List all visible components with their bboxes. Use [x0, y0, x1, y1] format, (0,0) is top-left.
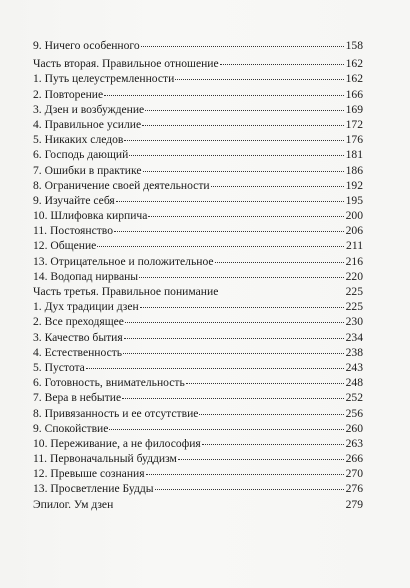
toc-entry-title: 11. Постоянство	[33, 224, 113, 238]
toc-entry-title: 11. Первоначальный буддизм	[33, 452, 177, 466]
toc-entry	[33, 436, 363, 451]
toc-entry	[33, 497, 363, 512]
dot-leader	[178, 459, 344, 460]
toc-entry-page-number: 206	[345, 224, 363, 238]
toc-entry	[33, 56, 363, 71]
toc-entry-page-number: 181	[345, 148, 363, 162]
toc-entry-page-number: 211	[346, 239, 363, 253]
toc-entry	[33, 38, 363, 53]
toc-entry	[33, 223, 363, 238]
toc-entry-title: 1. Дух традиции дзен	[33, 300, 139, 314]
toc-entry-title: 2. Повторение	[33, 87, 104, 101]
dot-leader	[109, 429, 344, 430]
toc-entry-title: 12. Общение	[33, 239, 97, 253]
toc-entry-title: 3. Качество бытия	[33, 330, 123, 344]
toc-entry	[33, 390, 363, 405]
dot-leader	[211, 186, 344, 187]
toc-entry	[33, 375, 363, 390]
toc-entry-page-number: 158	[345, 39, 363, 52]
toc-entry	[33, 102, 363, 117]
toc-entry-title: 10. Шлифовка кирпича	[33, 209, 148, 223]
toc-entry	[33, 299, 363, 314]
dot-leader	[175, 79, 344, 80]
toc-entry	[33, 238, 363, 253]
toc-entry	[33, 314, 363, 329]
toc-entry-page-number: 248	[345, 376, 363, 390]
toc-entry-title: Эпилог. Ум дзен	[33, 497, 114, 511]
toc-entry	[33, 421, 363, 436]
dot-leader	[202, 444, 344, 445]
toc-entry-page-number: 195	[345, 193, 363, 207]
dot-leader	[155, 489, 344, 490]
toc-entry-page-number: 234	[345, 330, 363, 344]
dot-leader	[143, 171, 345, 172]
toc-entry-title: 14. Водопад нирваны	[33, 269, 139, 283]
toc-entry-title: 6. Господь дающий	[33, 148, 129, 162]
toc-entry-title: 7. Ошибки в практике	[33, 163, 142, 177]
dot-leader	[148, 216, 344, 217]
toc-entry	[33, 269, 363, 284]
toc-entry-page-number: 186	[345, 163, 363, 177]
toc-entry-page-number: 238	[345, 345, 363, 359]
toc-entry-page-number: 276	[345, 482, 363, 496]
dot-leader	[86, 368, 344, 369]
toc-entry	[33, 466, 363, 481]
dot-leader	[146, 474, 344, 475]
toc-entry-title: 5. Никаких следов	[33, 133, 124, 147]
toc-entry-page-number: 162	[345, 72, 363, 86]
dot-leader	[97, 246, 344, 247]
toc-entry-title: 3. Дзен и возбуждение	[33, 102, 145, 116]
dot-leader	[220, 64, 344, 65]
toc-entry-page-number: 200	[345, 209, 363, 223]
dot-leader	[104, 95, 344, 96]
toc-entry-title: 13. Просветление Будды	[33, 482, 154, 496]
toc-entry-title: 5. Пустота	[33, 360, 85, 374]
toc-entry-title: 13. Отрицательное и положительное	[33, 254, 214, 268]
toc-entry-page-number: 166	[345, 87, 363, 101]
toc-entry-title: 2. Все преходящее	[33, 315, 124, 329]
toc-entry	[33, 360, 363, 375]
dot-leader	[145, 110, 344, 111]
toc-entry	[33, 117, 363, 132]
dot-leader	[140, 307, 344, 308]
dot-leader	[199, 414, 344, 415]
dot-leader	[123, 353, 344, 354]
toc-entry	[33, 178, 363, 193]
toc-entry-title: Часть третья. Правильное понимание	[33, 285, 219, 298]
toc-entry	[33, 132, 363, 147]
toc-entry-title: 6. Готовность, внимательность	[33, 376, 185, 390]
toc-entry-page-number: 256	[345, 406, 363, 420]
toc-entry-page-number: 270	[345, 467, 363, 481]
toc-entry-page-number: 263	[345, 436, 363, 450]
toc-entry-page-number: 266	[345, 452, 363, 466]
toc-entry-page-number: 243	[345, 360, 363, 374]
toc-entry	[33, 147, 363, 162]
dot-leader	[141, 46, 344, 47]
dot-leader	[186, 383, 344, 384]
toc-entry-page-number: 162	[345, 57, 363, 71]
dot-leader	[116, 201, 344, 202]
toc-entry-page-number: 216	[345, 254, 363, 268]
toc-entry-page-number: 169	[345, 102, 363, 116]
toc-entry-title: 4. Естественность	[33, 345, 123, 359]
toc-entry-page-number: 230	[345, 315, 363, 329]
dot-leader	[124, 140, 344, 141]
dot-leader	[215, 262, 344, 263]
dot-leader	[122, 398, 344, 399]
toc-entry	[33, 284, 363, 299]
table-of-contents	[33, 38, 363, 512]
toc-entry	[33, 451, 363, 466]
toc-entry-title: 9. Спокойствие	[33, 421, 109, 435]
toc-entry	[33, 163, 363, 178]
toc-entry	[33, 345, 363, 360]
toc-entry	[33, 481, 363, 496]
dot-leader	[114, 231, 344, 232]
toc-entry-page-number: 192	[345, 178, 363, 192]
dot-leader	[124, 338, 344, 339]
toc-entry	[33, 71, 363, 86]
toc-entry-page-number: 279	[345, 497, 363, 511]
dot-leader	[142, 125, 344, 126]
toc-entry	[33, 254, 363, 269]
toc-entry	[33, 330, 363, 345]
toc-entry	[33, 406, 363, 421]
dot-leader	[139, 277, 344, 278]
toc-entry-page-number: 252	[345, 391, 363, 405]
toc-entry-page-number: 220	[345, 269, 363, 283]
toc-entry	[33, 87, 363, 102]
toc-entry-page-number: 176	[345, 133, 363, 147]
toc-entry	[33, 193, 363, 208]
toc-entry	[33, 208, 363, 223]
toc-entry-title: Часть вторая. Правильное отношение	[33, 57, 219, 71]
toc-entry-page-number: 225	[345, 300, 363, 314]
toc-entry-page-number: 172	[345, 117, 363, 131]
toc-entry-title: 12. Превыше сознания	[33, 467, 145, 481]
toc-entry-title: 8. Привязанность и ее отсутствие	[33, 406, 199, 420]
toc-entry-title: 7. Вера в небытие	[33, 391, 122, 405]
toc-entry-title: 10. Переживание, а не философия	[33, 436, 201, 450]
toc-entry-page-number: 260	[345, 421, 363, 435]
toc-entry-title: 8. Ограничение своей деятельности	[33, 178, 210, 192]
dot-leader	[125, 322, 344, 323]
toc-entry-page-number: 225	[345, 285, 363, 298]
toc-entry-title: 4. Правильное усилие	[33, 117, 142, 131]
toc-entry-title: 9. Изучайте себя	[33, 193, 115, 207]
dot-leader	[129, 155, 344, 156]
toc-entry-title: 1. Путь целеустремленности	[33, 72, 175, 86]
toc-entry-title: 9. Ничего особенного	[33, 39, 140, 52]
